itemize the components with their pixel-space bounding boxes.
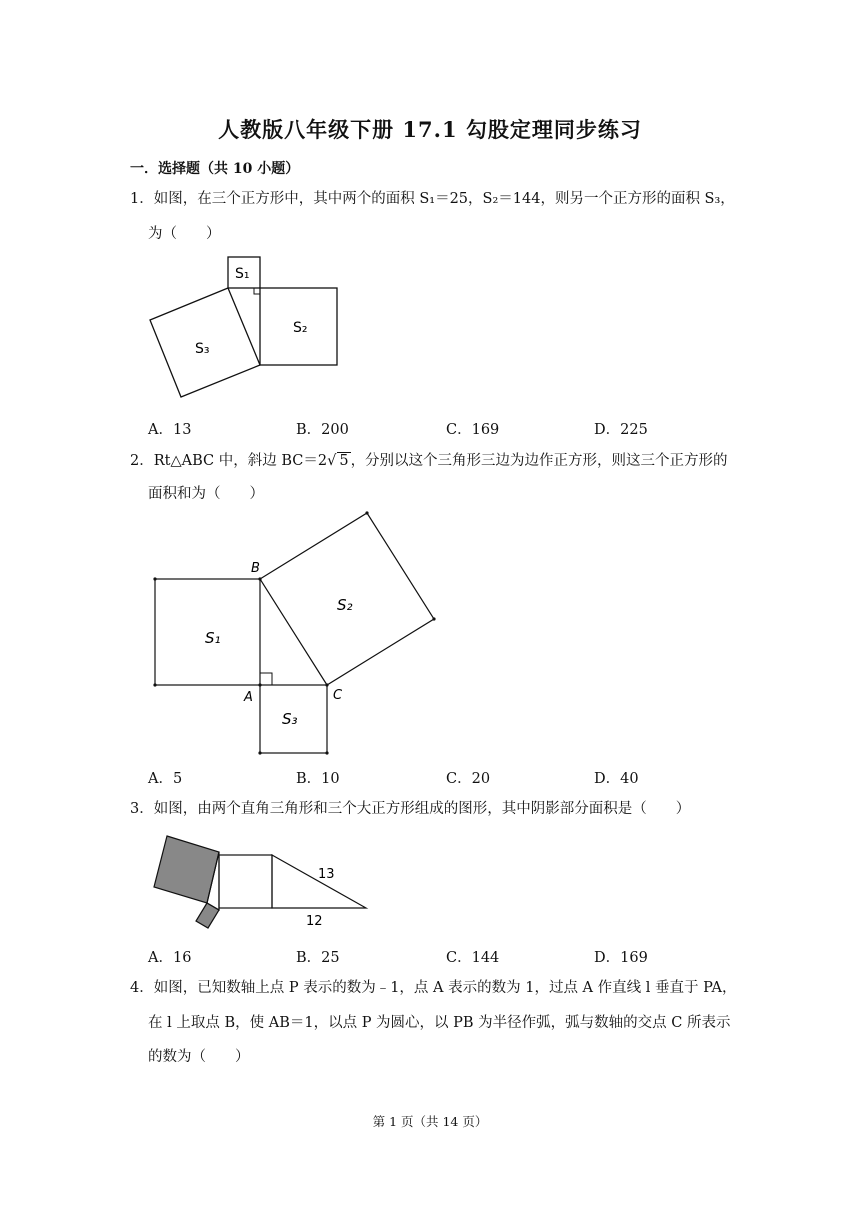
q2-right-angle xyxy=(260,673,272,685)
q2-text-line1-a: 2．Rt△ABC 中，斜边 BC＝2 xyxy=(130,453,328,469)
page-footer: 第 1 页（共 14 页） xyxy=(372,1114,488,1129)
q1-text-line2: 为（ ） xyxy=(148,226,221,242)
q3-shaded-square-small xyxy=(196,903,219,928)
q2-label-b: B xyxy=(251,561,260,576)
q2-text-line1 xyxy=(130,452,728,470)
q1-text-line1: 1．如图，在三个正方形中，其中两个的面积 S₁＝25，S₂＝144，则另一个正方形的面积 S₃， xyxy=(130,191,735,207)
q2-label-s2: S₂ xyxy=(337,596,353,614)
q1-option-c[interactable]: C．169 xyxy=(446,422,500,438)
q2-text-line1-b: ，分别以这个三角形三边为边作正方形，则这三个正方形的 xyxy=(350,453,728,469)
q3-option-c[interactable]: C．144 xyxy=(446,950,500,966)
q1-label-s3: S₃ xyxy=(195,341,210,357)
q2-radicand: 5 xyxy=(339,453,349,469)
q2-label-c: C xyxy=(333,688,343,703)
q1-label-s1: S₁ xyxy=(235,266,250,282)
q3-option-b[interactable]: B．25 xyxy=(296,950,340,966)
q1-figure xyxy=(140,250,350,400)
q1-option-d[interactable]: D．225 xyxy=(594,422,648,438)
q1-option-a[interactable]: A．13 xyxy=(148,422,192,438)
q2-option-c[interactable]: C．20 xyxy=(446,771,491,787)
q3-label-13: 13 xyxy=(318,867,335,882)
q3-option-a[interactable]: A．16 xyxy=(148,950,192,966)
q3-middle-square xyxy=(219,855,272,908)
q2-text-line2: 面积和为（ ） xyxy=(148,486,264,502)
q2-label-a: A xyxy=(244,690,253,705)
sqrt-sign: √ xyxy=(327,453,337,469)
q1-right-angle xyxy=(254,288,260,294)
section-heading: 一．选择题（共 10 小题） xyxy=(130,161,300,177)
q1-option-b[interactable]: B．200 xyxy=(296,422,349,438)
q4-text-line2: 在 l 上取点 B，使 AB＝1，以点 P 为圆心，以 PB 为半径作弧，弧与数轴的交点 C 所表示 xyxy=(148,1015,731,1031)
q2-label-s1: S₁ xyxy=(205,629,221,647)
q2-label-s3: S₃ xyxy=(282,710,298,728)
q4-text-line3: 的数为（ ） xyxy=(148,1049,250,1065)
q2-option-a[interactable]: A．5 xyxy=(148,771,183,787)
q3-option-d[interactable]: D．169 xyxy=(594,950,648,966)
q2-option-d[interactable]: D．40 xyxy=(594,771,639,787)
q1-label-s2: S₂ xyxy=(293,320,308,336)
q4-text-line1: 4．如图，已知数轴上点 P 表示的数为﹣1，点 A 表示的数为 1，过点 A 作直线 l 垂直于 PA， xyxy=(130,980,737,996)
q2-figure xyxy=(145,505,445,760)
q3-text-line1: 3．如图，由两个直角三角形和三个大正方形组成的图形，其中阴影部分面积是（ ） xyxy=(130,801,691,817)
q3-label-12: 12 xyxy=(306,914,323,929)
page-title: 人教版八年级下册 17.1 勾股定理同步练习 xyxy=(218,117,642,142)
q2-option-b[interactable]: B．10 xyxy=(296,771,340,787)
q3-figure xyxy=(145,830,375,935)
